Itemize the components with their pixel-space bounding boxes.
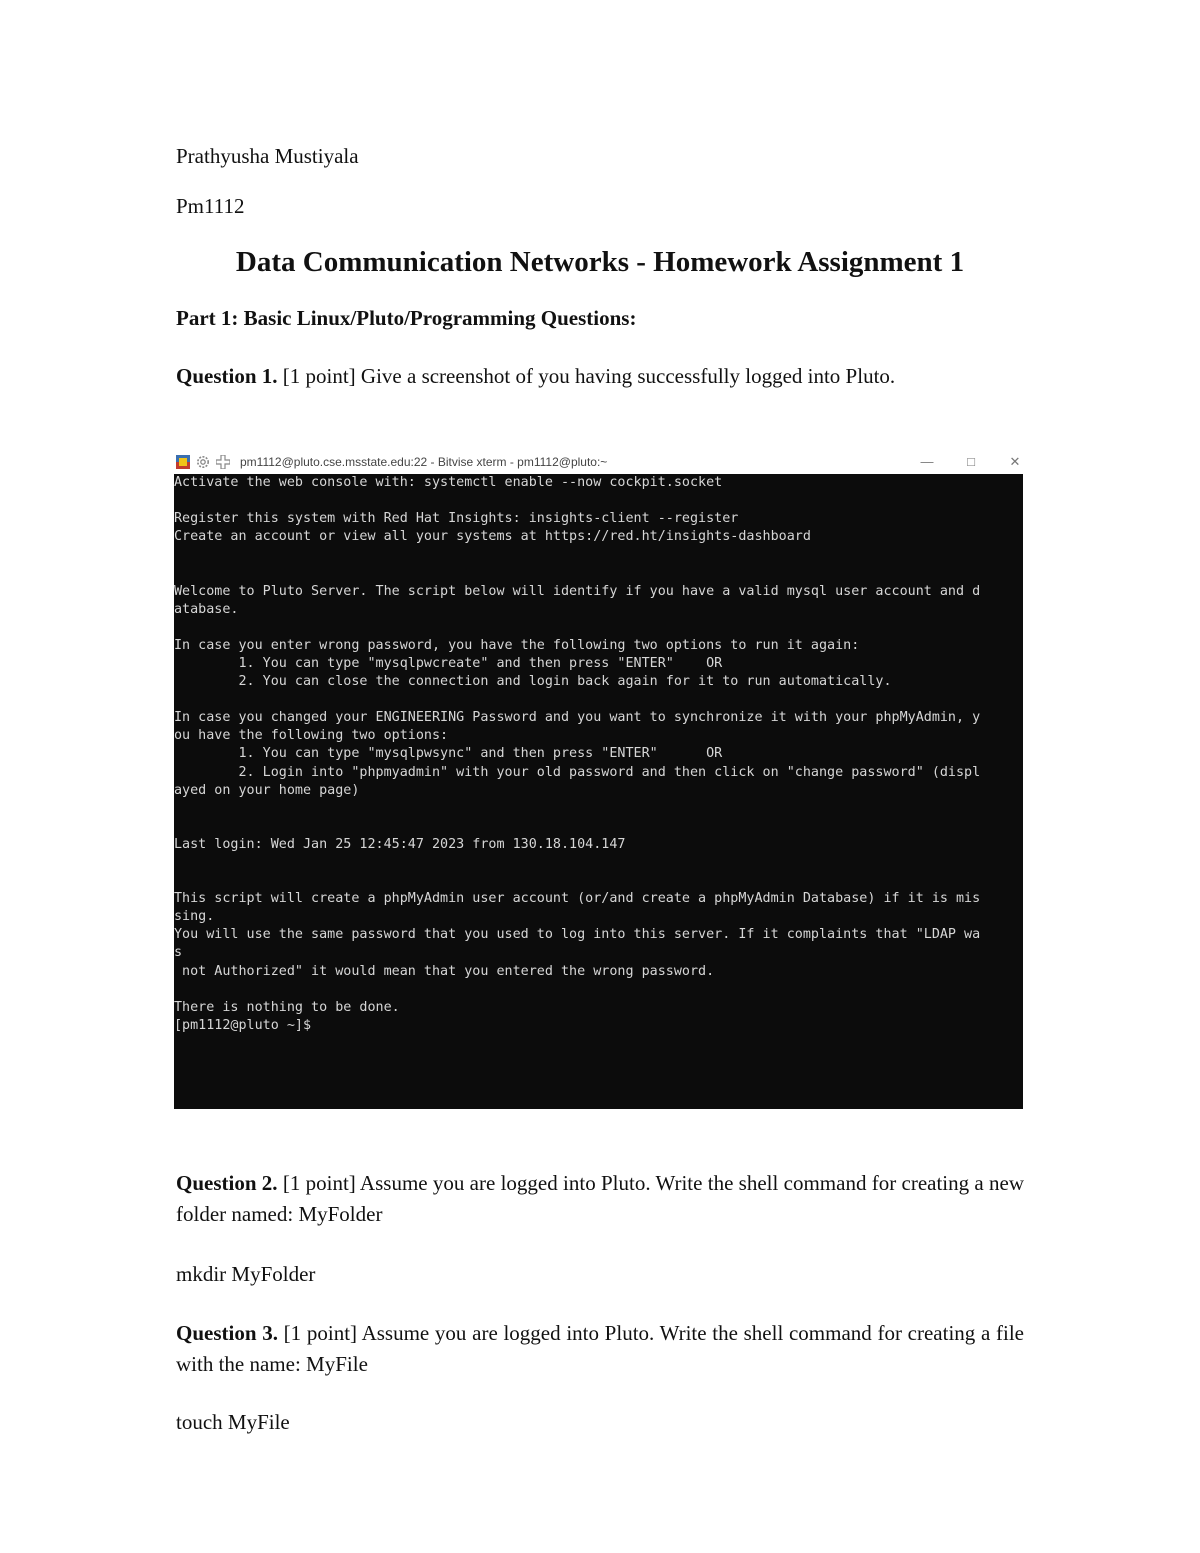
terminal-line: Register this system with Red Hat Insights: insights-client --register [174, 511, 739, 527]
terminal-line [174, 619, 1023, 637]
close-button[interactable]: ✕ [1009, 454, 1021, 469]
terminal-line: 2. You can close the connection and login back again for it to run automatically. [174, 674, 892, 690]
gear-icon [196, 455, 210, 469]
user-id: Pm1112 [176, 194, 245, 218]
terminal-line [174, 854, 1023, 872]
terminal-line: ou have the following two options: [174, 728, 449, 744]
minimize-button[interactable]: — [920, 454, 934, 469]
terminal-line: atabase. [174, 601, 239, 617]
terminal-titlebar [174, 450, 1023, 474]
question-2 [176, 1168, 1024, 1230]
question-3-label: Question 3. [176, 1321, 278, 1345]
terminal-line [174, 691, 1023, 709]
terminal-line: There is nothing to be done. [174, 999, 400, 1015]
terminal-line: Welcome to Pluto Server. The script below will identify if you have a valid mysql user account and d [174, 583, 981, 599]
question-1-text: [1 point] Give a screenshot of you having successfully logged into Pluto. [282, 364, 896, 388]
question-2-label: Question 2. [176, 1171, 278, 1195]
terminal-line [174, 981, 1023, 999]
terminal-output[interactable] [174, 474, 1023, 1109]
terminal-line [174, 800, 1023, 818]
terminal-screenshot [174, 450, 1023, 1109]
question-3-answer: touch MyFile [176, 1410, 290, 1434]
terminal-line: not Authorized" it would mean that you entered the wrong password. [174, 963, 715, 979]
question-3-text: [1 point] Assume you are logged into Pluto. Write the shell command for creating a file with the name: MyFile [176, 1321, 1024, 1376]
terminal-line: In case you enter wrong password, you have the following two options to run it again: [174, 637, 860, 653]
terminal-line: This script will create a phpMyAdmin user account (or/and create a phpMyAdmin Database) if it is mis [174, 891, 981, 907]
terminal-line: sing. [174, 909, 215, 925]
terminal-line: s [174, 945, 183, 961]
terminal-line: Activate the web console with: systemctl enable --now cockpit.socket [174, 475, 723, 490]
terminal-line [174, 818, 1023, 836]
part1-heading: Part 1: Basic Linux/Pluto/Programming Questions: [176, 306, 637, 330]
question-3 [176, 1318, 1024, 1380]
question-2-answer: mkdir MyFolder [176, 1262, 316, 1286]
terminal-line: Last login: Wed Jan 25 12:45:47 2023 from 130.18.104.147 [174, 836, 626, 852]
terminal-line [174, 564, 1023, 582]
bitvise-app-icon [176, 455, 190, 469]
move-cross-icon [216, 455, 230, 469]
terminal-line [174, 546, 1023, 564]
author-name: Prathyusha Mustiyala [176, 144, 359, 168]
terminal-line: 1. You can type "mysqlpwsync" and then press "ENTER" OR [174, 746, 723, 762]
terminal-line: You will use the same password that you used to log into this server. If it complaints that "LDAP wa [174, 927, 981, 943]
maximize-button[interactable]: □ [967, 454, 975, 469]
terminal-window-title: pm1112@pluto.cse.msstate.edu:22 - Bitvise xterm - pm1112@pluto:~ [240, 455, 608, 469]
terminal-line: 1. You can type "mysqlpwcreate" and then press "ENTER" OR [174, 655, 723, 671]
question-1-label: Question 1. [176, 364, 278, 388]
question-2-text: [1 point] Assume you are logged into Pluto. Write the shell command for creating a new folder named: MyFolder [176, 1171, 1025, 1226]
terminal-line: Create an account or view all your systems at https://red.ht/insights-dashboard [174, 529, 811, 545]
terminal-line: In case you changed your ENGINEERING Password and you want to synchronize it with your phpMyAdmin, y [174, 710, 981, 726]
terminal-line: [pm1112@pluto ~]$ [174, 1017, 312, 1033]
terminal-line: 2. Login into "phpmyadmin" with your old password and then click on "change password" (displ [174, 764, 981, 780]
document-title: Data Communication Networks - Homework Assignment 1 [235, 246, 965, 278]
terminal-line: ayed on your home page) [174, 782, 360, 798]
question-1 [176, 363, 895, 389]
terminal-line [174, 872, 1023, 890]
terminal-line [174, 492, 1023, 510]
